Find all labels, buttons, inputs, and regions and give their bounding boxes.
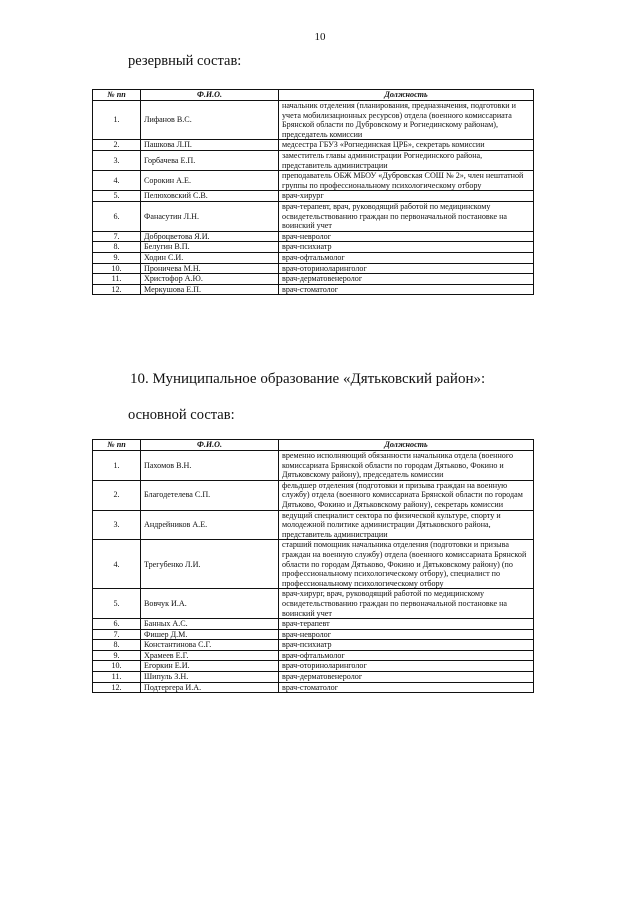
position-title: врач-терапевт, врач, руководящий работой по медицинскому освидетельствованию граждан по первоначальной постановке на воинский учет [279,201,534,231]
row-number: 9. [93,252,141,263]
row-number: 6. [93,619,141,630]
column-header-number: № пп [93,440,141,451]
person-name: Меркушова Е.П. [141,284,279,295]
person-name: Горбачева Е.П. [141,150,279,170]
position-title: начальник отделения (планирования, предназначения, подготовки и учета мобилизационных ресурсов) отдела (военного комиссариата Брянской области по Дубровскому и Рогнединскому районам), председатель комиссии [279,101,534,140]
main-composition-table [92,439,534,693]
column-header-fio: Ф.И.О. [141,440,279,451]
table-row [93,672,534,683]
table-header-row [93,90,534,101]
table-row [93,101,534,140]
position-title: заместитель главы администрации Рогнединского района, представитель администрации [279,150,534,170]
person-name: Пелюховский С.В. [141,191,279,202]
person-name: Пашкова Л.П. [141,140,279,151]
row-number: 5. [93,191,141,202]
person-name: Белугин В.П. [141,242,279,253]
table-row [93,140,534,151]
position-title: врач-оториноларинголог [279,263,534,274]
row-number: 1. [93,451,141,481]
person-name: Благодетелева С.П. [141,480,279,510]
person-name: Фанасутин Л.Н. [141,201,279,231]
person-name: Пахомов В.Н. [141,451,279,481]
person-name: Ходин С.И. [141,252,279,263]
row-number: 11. [93,274,141,285]
table-row [93,263,534,274]
table-row [93,510,534,540]
table-row [93,661,534,672]
position-title: фельдшер отделения (подготовки и призыва граждан на военную службу) отдела (военного комиссариата Брянской области по городам Дятьково, Фокино и Дятьковскому району), секретарь комиссии [279,480,534,510]
position-title: врач-невролог [279,629,534,640]
row-number: 2. [93,480,141,510]
row-number: 7. [93,231,141,242]
row-number: 4. [93,171,141,191]
position-title: врач-терапевт [279,619,534,630]
table-row [93,201,534,231]
row-number: 3. [93,150,141,170]
table-row [93,589,534,619]
table-row [93,451,534,481]
row-number: 12. [93,682,141,693]
person-name: Сорокин А.Е. [141,171,279,191]
row-number: 12. [93,284,141,295]
table-row [93,650,534,661]
column-header-number: № пп [93,90,141,101]
person-name: Фишер Д.М. [141,629,279,640]
person-name: Егоркин Е.И. [141,661,279,672]
position-title: врач-хирург, врач, руководящий работой по медицинскому освидетельствованию граждан по первоначальной постановке на воинский учет [279,589,534,619]
person-name: Христофор А.Ю. [141,274,279,285]
row-number: 9. [93,650,141,661]
position-title: врач-офтальмолог [279,650,534,661]
table-row [93,619,534,630]
main-composition-heading: основной состав: [128,407,235,423]
position-title: врач-стоматолог [279,682,534,693]
person-name: Шипуль З.Н. [141,672,279,683]
position-title: врач-психиатр [279,242,534,253]
column-header-position: Должность [279,90,534,101]
table-body [93,101,534,295]
table-row [93,540,534,589]
position-title: преподаватель ОБЖ МБОУ «Дубровская СОШ № 2», член нештатной группы по профессиональному психологическому отбору [279,171,534,191]
position-title: врач-хирург [279,191,534,202]
position-title: ведущий специалист сектора по физической культуре, спорту и молодежной политике администрации Дятьковского района, представитель администрации [279,510,534,540]
row-number: 8. [93,640,141,651]
position-title: врач-стоматолог [279,284,534,295]
person-name: Доброцветова Я.И. [141,231,279,242]
row-number: 5. [93,589,141,619]
column-header-fio: Ф.И.О. [141,90,279,101]
table-body [93,451,534,693]
person-name: Лифанов В.С. [141,101,279,140]
position-title: временно исполняющий обязанности начальника отдела (военного комиссариата Брянской области по городам Дятьково, Фокино и Дятьковскому району), председатель комиссии [279,451,534,481]
table-header-row [93,440,534,451]
table-row [93,629,534,640]
person-name: Трегубенко Л.И. [141,540,279,589]
position-title: врач-психиатр [279,640,534,651]
position-title: врач-оториноларинголог [279,661,534,672]
person-name: Банных А.С. [141,619,279,630]
person-name: Вовчук И.А. [141,589,279,619]
reserve-composition-table [92,89,534,295]
municipality-heading: 10. Муниципальное образование «Дятьковский район»: [130,371,486,387]
table-row [93,252,534,263]
table-row [93,274,534,285]
position-title: врач-офтальмолог [279,252,534,263]
person-name: Проничева М.Н. [141,263,279,274]
table-row [93,640,534,651]
row-number: 6. [93,201,141,231]
person-name: Константинова С.Г. [141,640,279,651]
table-row [93,171,534,191]
row-number: 11. [93,672,141,683]
table-row [93,231,534,242]
row-number: 7. [93,629,141,640]
table-row [93,480,534,510]
row-number: 10. [93,661,141,672]
person-name: Подтергера И.А. [141,682,279,693]
position-title: врач-дерматовенеролог [279,672,534,683]
table-row [93,242,534,253]
row-number: 10. [93,263,141,274]
person-name: Андрейников А.Е. [141,510,279,540]
position-title: врач-невролог [279,231,534,242]
row-number: 4. [93,540,141,589]
row-number: 8. [93,242,141,253]
table-row [93,150,534,170]
column-header-position: Должность [279,440,534,451]
table-row [93,284,534,295]
table-row [93,682,534,693]
position-title: врач-дерматовенеролог [279,274,534,285]
reserve-composition-heading: резервный состав: [128,53,242,69]
position-title: старший помощник начальника отделения (подготовки и призыва граждан на военную службу) отдела (военного комиссариата Брянской области по городам Дятьково, Фокино и Дятьковскому району) (по профессиональному психологическому отбору), специалист по профессиональному психологическому отбору [279,540,534,589]
table-row [93,191,534,202]
position-title: медсестра ГБУЗ «Рогнединская ЦРБ», секретарь комиссии [279,140,534,151]
row-number: 2. [93,140,141,151]
row-number: 3. [93,510,141,540]
row-number: 1. [93,101,141,140]
person-name: Храмеев Е.Г. [141,650,279,661]
page-number: 10 [314,31,326,43]
